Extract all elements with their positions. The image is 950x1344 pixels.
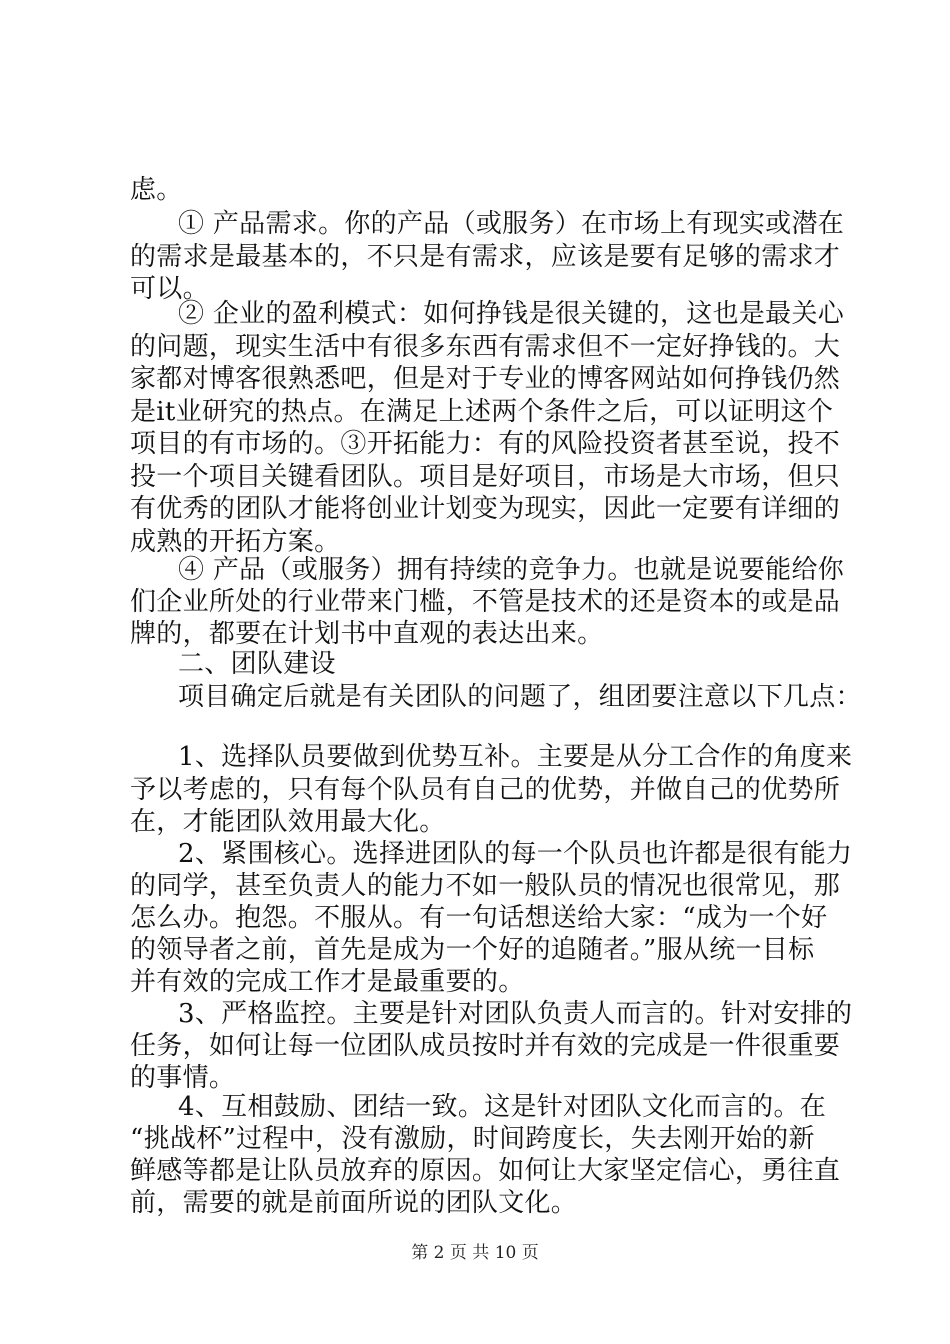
text-line: ② 企业的盈利模式：如何挣钱是很关键的，这也是最关心 — [178, 299, 845, 329]
text-line: ① 产品需求。你的产品（或服务）在市场上有现实或潜在 — [178, 209, 845, 239]
text-line: 的同学，甚至负责人的能力不如一般队员的情况也很常见，那 — [130, 871, 841, 901]
text-line: 的事情。 — [130, 1063, 236, 1093]
text-line: 虑。 — [130, 175, 183, 205]
page-number-footer: 第 2 页 共 10 页 — [411, 1243, 539, 1263]
text-line: 投一个项目关键看团队。项目是好项目，市场是大市场，但只 — [130, 462, 841, 492]
text-line: 们企业所处的行业带来门槛，不管是技术的还是资本的或是品 — [130, 587, 841, 617]
text-line: 怎么办。抱怨。不服从。有一句话想送给大家：“成为一个好 — [130, 903, 828, 933]
text-line: 的领导者之前，首先是成为一个好的追随者。”服从统一目标 — [130, 935, 815, 965]
text-line: 予以考虑的，只有每个队员有自己的优势，并做自己的优势所 — [130, 775, 841, 805]
text-line: 的需求是最基本的，不只是有需求，应该是要有足够的需求才 — [130, 242, 841, 272]
text-line: 1、选择队员要做到优势互补。主要是从分工合作的角度来 — [178, 742, 853, 772]
text-line: 项目确定后就是有关团队的问题了，组团要注意以下几点： — [178, 682, 862, 712]
text-line: 前，需要的就是前面所说的团队文化。 — [130, 1188, 578, 1218]
text-line: 可以。 — [130, 274, 209, 304]
text-line: 项目的有市场的。③开拓能力：有的风险投资者甚至说，投不 — [130, 429, 841, 459]
text-line: 2、紧围核心。选择进团队的每一个队员也许都是很有能力 — [178, 839, 853, 869]
text-line: 家都对博客很熟悉吧，但是对于专业的博客网站如何挣钱仍然 — [130, 364, 841, 394]
text-line: ④ 产品（或服务）拥有持续的竞争力。也就是说要能给你 — [178, 555, 845, 585]
text-line: 4、互相鼓励、团结一致。这是针对团队文化而言的。在 — [178, 1092, 827, 1122]
text-line: 并有效的完成工作才是最重要的。 — [130, 967, 525, 997]
text-line: 的问题，现实生活中有很多东西有需求但不一定好挣钱的。大 — [130, 332, 841, 362]
text-line: 有优秀的团队才能将创业计划变为现实，因此一定要有详细的 — [130, 494, 841, 524]
text-line: 鲜感等都是让队员放弃的原因。如何让大家坚定信心，勇往直 — [130, 1156, 841, 1186]
text-line: “挑战杯”过程中，没有激励，时间跨度长，失去刚开始的新 — [130, 1124, 815, 1154]
text-line: 牌的，都要在计划书中直观的表达出来。 — [130, 619, 604, 649]
text-line: 任务，如何让每一位团队成员按时并有效的完成是一件很重要 — [130, 1031, 841, 1061]
text-line: 3、严格监控。主要是针对团队负责人而言的。针对安排的 — [178, 999, 853, 1029]
text-line: 是it业研究的热点。在满足上述两个条件之后，可以证明这个 — [130, 397, 834, 427]
text-line: 成熟的开拓方案。 — [130, 527, 341, 557]
section-heading: 二、团队建设 — [178, 649, 336, 679]
text-line: 在，才能团队效用最大化。 — [130, 807, 446, 837]
